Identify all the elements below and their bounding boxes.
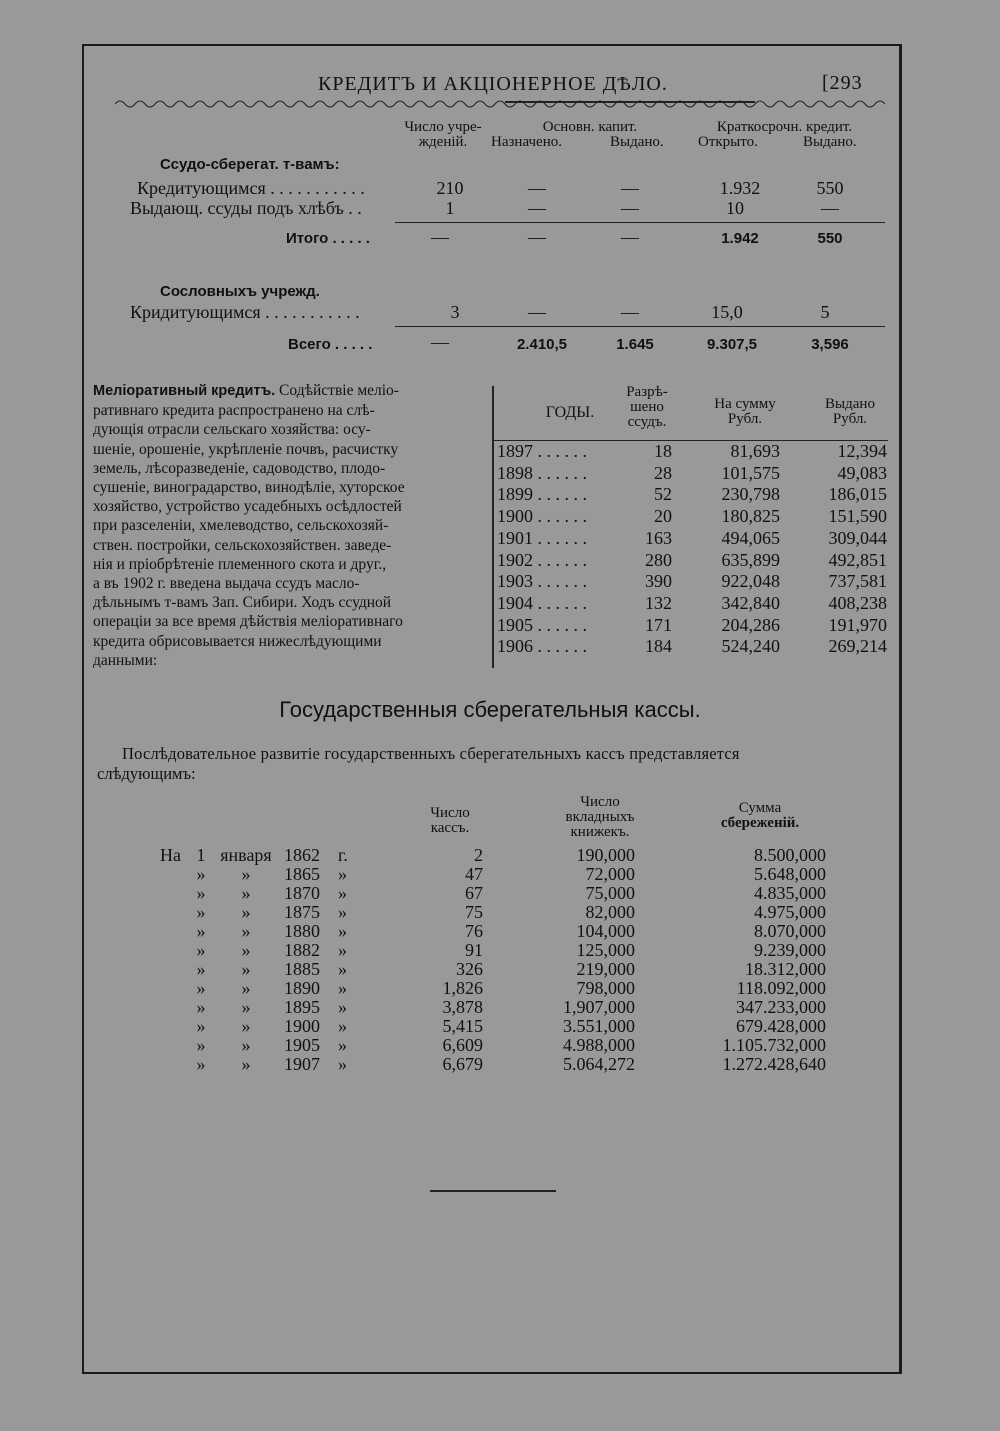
text-line: данными: <box>93 651 158 669</box>
cell-suffix: » <box>338 997 347 1017</box>
col-header-issued-capital: Выдано. <box>610 134 664 150</box>
cell-year: 1875 <box>284 902 320 922</box>
cell-books: 72,000 <box>585 864 635 884</box>
cell-books: 798,000 <box>576 978 635 998</box>
page-number: [293 <box>822 72 863 94</box>
cell-savings-sum: 347.233,000 <box>736 997 826 1017</box>
cell-issued: 408,238 <box>828 592 887 613</box>
cell-allowed: 163 <box>645 527 672 548</box>
cell-suffix: » <box>338 959 347 979</box>
cell-issued: 49,083 <box>837 462 887 483</box>
row-label: Кридитующимся . . . . . . . . . . . <box>130 302 360 322</box>
melioration-paragraph <box>93 381 485 670</box>
cell-month: » <box>241 940 251 960</box>
cell-suffix: » <box>338 1054 347 1074</box>
cell-allowed: 132 <box>645 592 672 613</box>
cell-day: » <box>196 1054 206 1074</box>
text-line: хозяйство, устройство усадебныхъ осѣдлостей <box>93 498 402 516</box>
cell-sum: 230,798 <box>721 484 780 505</box>
cell-allowed: 20 <box>654 506 672 527</box>
cell-suffix: » <box>338 978 347 998</box>
cell-savings-sum: 679.428,000 <box>736 1016 826 1036</box>
savings-intro-line-1: Послѣдовательное развитіе государственныхъ сберегательныхъ кассъ представляется <box>122 744 740 763</box>
cell-suffix: » <box>338 1016 347 1036</box>
text-line: кредита обрисовывается нижеслѣдующими <box>93 632 382 650</box>
total-opened: 1.942 <box>721 230 759 247</box>
cell-allowed: 184 <box>645 636 672 657</box>
cell-year: 1903 . . . . . . <box>497 571 587 592</box>
row-label: Выдающ. ссуды подъ хлѣбъ . . <box>130 198 362 218</box>
cell-suffix: » <box>338 902 347 922</box>
cell-month: » <box>241 883 251 903</box>
cell-month: » <box>241 997 251 1017</box>
cell-books: 82,000 <box>585 902 635 922</box>
grand-total-issued-capital: 1.645 <box>616 336 654 353</box>
cell-issued: 269,214 <box>828 636 887 657</box>
cell-kass: 1,826 <box>442 978 483 998</box>
cell-issued: 492,851 <box>828 549 887 570</box>
cell-month: » <box>241 959 251 979</box>
cell-year: 1870 <box>284 883 320 903</box>
col-header-short-credit: Краткосрочн. кредит. <box>716 119 853 135</box>
text-line: дующія отрасли сельскаго хозяйства: осу- <box>93 421 371 439</box>
cell-kass: 3,878 <box>442 997 483 1017</box>
cell-issued-credit: 5 <box>820 302 830 322</box>
cell-day: » <box>196 864 206 884</box>
cell-day: » <box>196 1016 206 1036</box>
cell-day: » <box>196 902 206 922</box>
col-header-assigned: Назначено. <box>491 134 562 150</box>
cell-day: » <box>196 921 206 941</box>
cell-assigned: — <box>528 198 546 218</box>
grand-total-opened: 9.307,5 <box>706 336 758 353</box>
cell-year: 1905 . . . . . . <box>497 614 587 635</box>
cell-sum: 922,048 <box>721 571 780 592</box>
cell-allowed: 280 <box>645 549 672 570</box>
row-label: Кредитующимся . . . . . . . . . . . <box>137 178 365 198</box>
total-assigned: — <box>528 227 546 247</box>
cell-prefix: На <box>160 845 181 865</box>
col-header-savings-sum: Сумма сбереженій. <box>720 800 800 831</box>
cell-opened: 1.932 <box>719 178 761 198</box>
col-header-sum: На сумму Рубл. <box>714 396 776 427</box>
cell-books: 3.551,000 <box>563 1016 635 1036</box>
cell-month: » <box>241 1035 251 1055</box>
cell-issued-capital: — <box>621 302 639 322</box>
savings-intro-line-2: слѣдующимъ: <box>97 764 196 783</box>
cell-year: 1907 <box>284 1054 320 1074</box>
cell-kass: 6,679 <box>442 1054 483 1074</box>
cell-sum: 342,840 <box>721 592 780 613</box>
cell-year: 1862 <box>284 845 320 865</box>
cell-kass: 67 <box>465 883 483 903</box>
cell-books: 219,000 <box>576 959 635 979</box>
total-inst: — <box>431 227 449 247</box>
cell-savings-sum: 4.835,000 <box>754 883 826 903</box>
cell-inst: 1 <box>445 198 455 218</box>
text-line: дѣльнымъ т-вамъ Зап. Сибири. Ходъ ссудной <box>93 594 392 612</box>
cell-suffix: г. <box>338 845 348 865</box>
cell-year: 1900 . . . . . . <box>497 506 587 527</box>
text-line: шеніе, орошеніе, укрѣпленіе почвъ, расчистку <box>93 440 399 458</box>
cell-year: 1898 . . . . . . <box>497 462 587 483</box>
cell-sum: 204,286 <box>721 614 780 635</box>
cell-books: 4.988,000 <box>563 1035 635 1055</box>
cell-year: 1880 <box>284 921 320 941</box>
cell-month: » <box>241 864 251 884</box>
total-label: Итого . . . . . <box>286 230 370 247</box>
cell-sum: 635,899 <box>721 549 780 570</box>
cell-savings-sum: 1.105.732,000 <box>722 1035 826 1055</box>
cell-assigned: — <box>528 178 546 198</box>
cell-year: 1900 <box>284 1016 320 1036</box>
savings-title: Государственныя сберегательныя кассы. <box>279 697 701 722</box>
cell-year: 1885 <box>284 959 320 979</box>
cell-allowed: 390 <box>645 571 672 592</box>
cell-day: » <box>196 1035 206 1055</box>
cell-savings-sum: 5.648,000 <box>754 864 826 884</box>
cell-day: » <box>196 940 206 960</box>
cell-savings-sum: 8.500,000 <box>754 845 826 865</box>
cell-year: 1865 <box>284 864 320 884</box>
cell-kass: 47 <box>465 864 483 884</box>
cell-year: 1890 <box>284 978 320 998</box>
cell-suffix: » <box>338 921 347 941</box>
cell-issued-credit: — <box>821 198 839 218</box>
total-issued-capital: — <box>621 227 639 247</box>
cell-day: » <box>196 959 206 979</box>
grand-total-assigned: 2.410,5 <box>516 336 568 353</box>
cell-savings-sum: 9.239,000 <box>754 940 826 960</box>
cell-sum: 81,693 <box>730 441 780 461</box>
cell-books: 104,000 <box>576 921 635 941</box>
cell-issued: 186,015 <box>828 484 887 505</box>
cell-year: 1906 . . . . . . <box>497 636 587 657</box>
cell-sum: 524,240 <box>721 636 780 657</box>
cell-day: 1 <box>196 845 206 865</box>
text-line: сушеніе, виноградарство, винодѣліе, хуторское <box>93 479 405 497</box>
cell-issued: 151,590 <box>828 506 887 527</box>
cell-year: 1897 . . . . . . <box>497 441 587 461</box>
cell-suffix: » <box>338 940 347 960</box>
text-line: Содѣйствіе меліо- <box>275 382 399 399</box>
cell-year: 1899 . . . . . . <box>497 484 587 505</box>
col-header-allowed: Разрѣ- шено ссудъ. <box>626 384 668 430</box>
cell-issued: 309,044 <box>828 527 887 548</box>
text-line: земель, лѣсоразведеніе, садоводство, плодо- <box>93 459 386 477</box>
grand-total-issued-credit: 3,596 <box>811 336 849 353</box>
cell-assigned: — <box>528 302 546 322</box>
text-line: ствен. постройки, сельскохозяйствен. заведе- <box>93 536 392 554</box>
cell-allowed: 171 <box>645 614 672 635</box>
cell-month: » <box>241 1054 251 1074</box>
text-line: а въ 1902 г. введена выдача ссудъ масло- <box>93 575 360 593</box>
cell-books: 1,907,000 <box>563 997 635 1017</box>
cell-month: » <box>241 902 251 922</box>
col-header-years: ГОДЫ. <box>545 404 595 421</box>
total-issued-credit: 550 <box>817 230 843 247</box>
cell-books: 125,000 <box>576 940 635 960</box>
cell-savings-sum: 4.975,000 <box>754 902 826 922</box>
cell-year: 1901 . . . . . . <box>497 527 587 548</box>
grand-total-inst: — <box>431 332 449 352</box>
cell-inst: 210 <box>436 178 464 198</box>
cell-opened: 15,0 <box>711 302 743 322</box>
cell-kass: 326 <box>456 959 483 979</box>
cell-year: 1904 . . . . . . <box>497 592 587 613</box>
melioration-heading: Меліоративный кредитъ. <box>93 383 276 399</box>
text-line: операціи за все время дѣйствія меліоративнаго <box>93 613 403 631</box>
text-line: при разселеніи, хмелеводство, сельскохозяй- <box>93 517 389 535</box>
cell-issued-credit: 550 <box>816 178 844 198</box>
cell-suffix: » <box>338 883 347 903</box>
cell-allowed: 18 <box>654 441 672 461</box>
closing-rule <box>430 1190 556 1192</box>
cell-books: 75,000 <box>585 883 635 903</box>
table-rule <box>395 222 885 223</box>
cell-suffix: » <box>338 864 347 884</box>
cell-kass: 5,415 <box>442 1016 483 1036</box>
decorative-wavy-rule <box>115 96 885 108</box>
grand-total-label: Всего . . . . . <box>288 336 373 353</box>
cell-month: » <box>241 978 251 998</box>
section-estate: Сословныхъ учрежд. <box>160 283 320 300</box>
col-header-kass: Число кассъ. <box>430 805 470 836</box>
cell-allowed: 28 <box>654 462 672 483</box>
cell-savings-sum: 18.312,000 <box>745 959 826 979</box>
cell-year: 1882 <box>284 940 320 960</box>
col-header-issued: Выдано Рубл. <box>825 396 875 427</box>
cell-day: » <box>196 978 206 998</box>
cell-year: 1895 <box>284 997 320 1017</box>
cell-kass: 76 <box>465 921 483 941</box>
cell-day: » <box>196 883 206 903</box>
col-header-books: Число вкладныхъ книжекъ. <box>565 794 635 840</box>
table-rule <box>395 326 885 327</box>
cell-month: » <box>241 1016 251 1036</box>
cell-savings-sum: 1.272.428,640 <box>722 1054 826 1074</box>
cell-savings-sum: 118.092,000 <box>736 978 826 998</box>
section-loan-savings: Ссудо-сберегат. т-вамъ: <box>160 156 340 173</box>
cell-sum: 180,825 <box>721 506 780 527</box>
col-header-opened: Открыто. <box>698 134 758 150</box>
running-header-title: КРЕДИТЪ И АКЦІОНЕРНОЕ ДѢЛО. <box>318 73 668 95</box>
cell-issued: 12,394 <box>837 441 887 461</box>
cell-month: января <box>220 845 272 865</box>
cell-sum: 494,065 <box>721 527 780 548</box>
cell-year: 1902 . . . . . . <box>497 549 587 570</box>
cell-issued: 737,581 <box>828 571 887 592</box>
cell-suffix: » <box>338 1035 347 1055</box>
text-line: ративнаго кредита распространено на слѣ- <box>93 402 375 420</box>
cell-issued-capital: — <box>621 178 639 198</box>
cell-savings-sum: 8.070,000 <box>754 921 826 941</box>
cell-books: 190,000 <box>576 845 635 865</box>
col-header-institutions: Число учре- жденій. <box>404 119 482 150</box>
col-header-capital: Основн. капит. <box>542 119 638 135</box>
text-line: нія и пріобрѣтеніе племенного скота и друг., <box>93 555 387 573</box>
cell-kass: 6,609 <box>442 1035 483 1055</box>
col-header-issued-credit: Выдано. <box>803 134 857 150</box>
cell-kass: 91 <box>465 940 483 960</box>
melioration-table-divider <box>492 386 494 668</box>
cell-opened: 10 <box>726 198 744 218</box>
cell-sum: 101,575 <box>721 462 780 483</box>
cell-year: 1905 <box>284 1035 320 1055</box>
cell-day: » <box>196 997 206 1017</box>
cell-inst: 3 <box>450 302 460 322</box>
cell-month: » <box>241 921 251 941</box>
cell-kass: 75 <box>465 902 483 922</box>
cell-issued: 191,970 <box>828 614 887 635</box>
cell-kass: 2 <box>474 845 483 865</box>
cell-issued-capital: — <box>621 198 639 218</box>
cell-allowed: 52 <box>654 484 672 505</box>
cell-books: 5.064,272 <box>563 1054 635 1074</box>
